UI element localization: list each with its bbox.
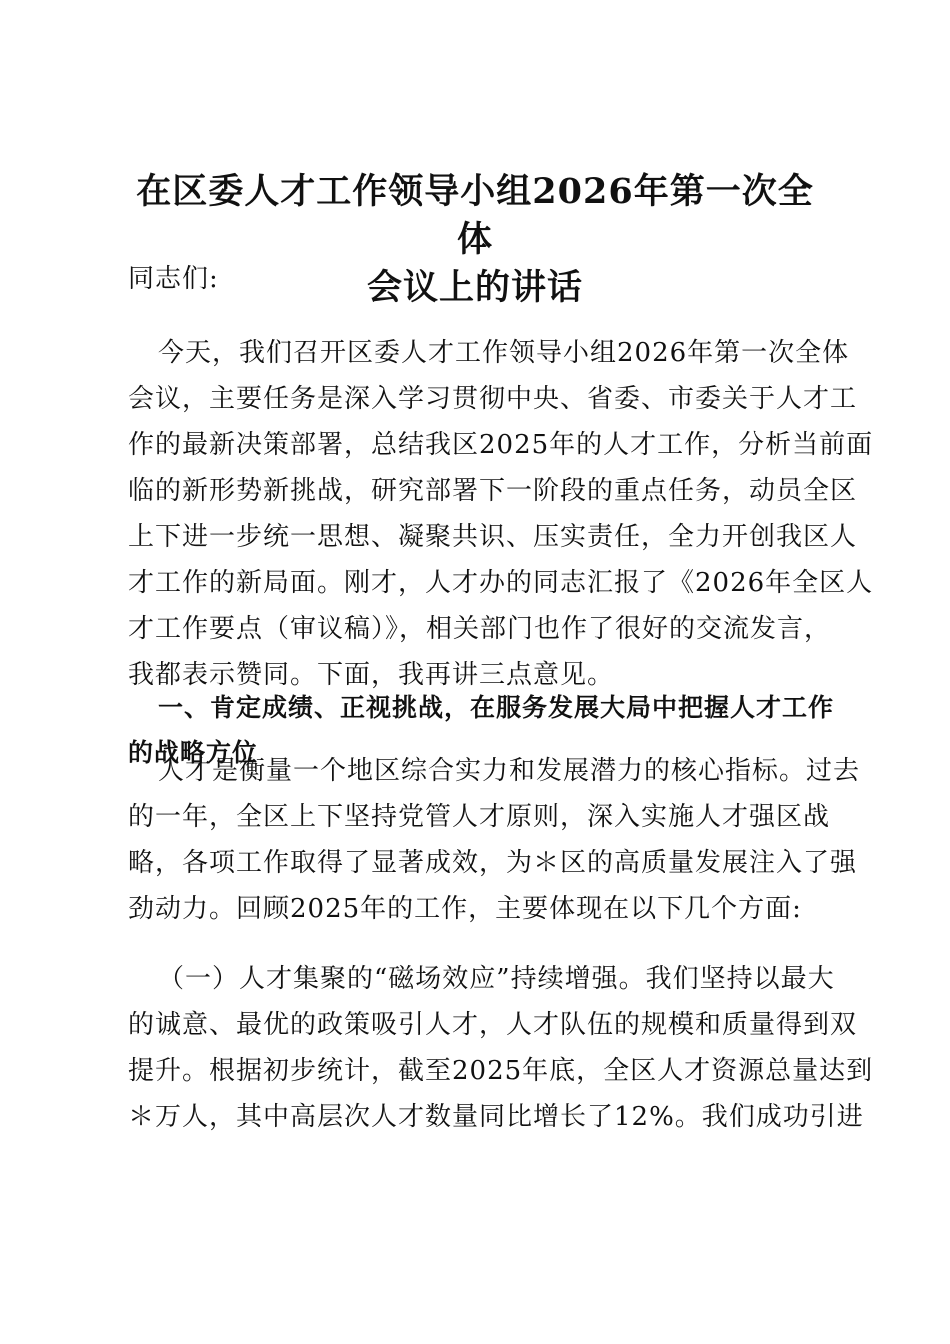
paragraph-line: 会议，主要任务是深入学习贯彻中央、省委、市委关于人才工: [128, 384, 858, 414]
paragraph-opening: [128, 330, 874, 698]
paragraph-line: （一）人才集聚的“磁场效应”持续增强。我们坚持以最大: [158, 964, 835, 994]
paragraph-line: 上下进一步统一思想、凝聚共识、压实责任，全力开创我区人: [128, 522, 858, 552]
salutation-text: 同志们:: [128, 264, 219, 294]
title-line-1: 在区委人才工作领导小组2026年第一次全体: [136, 171, 814, 260]
title-line-2: 会议上的讲话: [366, 267, 583, 308]
paragraph-line: 提升。根据初步统计，截至2025年底，全区人才资源总量达到: [128, 1056, 874, 1086]
paragraph-line: 临的新形势新挑战，研究部署下一阶段的重点任务，动员全区: [128, 476, 858, 506]
paragraph-line: 人才是衡量一个地区综合实力和发展潜力的核心指标。过去: [158, 756, 861, 786]
paragraph-line: 才工作的新局面。刚才，人才办的同志汇报了《2026年全区人: [128, 568, 874, 598]
paragraph-line: 今天，我们召开区委人才工作领导小组2026年第一次全体: [158, 338, 850, 368]
paragraph-line: 才工作要点（审议稿）》，相关部门也作了很好的交流发言，: [128, 614, 832, 644]
paragraph-line: 略，各项工作取得了显著成效，为＊区的高质量发展注入了强: [128, 848, 858, 878]
salutation: [128, 256, 828, 302]
paragraph-line: 的诚意、最优的政策吸引人才，人才队伍的规模和质量得到双: [128, 1010, 858, 1040]
paragraph-line: ＊万人，其中高层次人才数量同比增长了12%。我们成功引进: [128, 1102, 864, 1132]
paragraph-line: 劲动力。回顾2025年的工作，主要体现在以下几个方面:: [128, 894, 802, 924]
paragraph-line: 我都表示赞同。下面，我再讲三点意见。: [128, 660, 615, 690]
section-heading-line: 一、肯定成绩、正视挑战，在服务发展大局中把握人才工作: [158, 693, 835, 722]
paragraph-achievements: [128, 748, 861, 932]
section-heading-line: 的战略方位: [128, 738, 259, 767]
paragraph-talent-gathering: [128, 956, 874, 1140]
paragraph-line: 作的最新决策部署，总结我区2025年的人才工作，分析当前面: [128, 430, 874, 460]
paragraph-line: 的一年，全区上下坚持党管人才原则，深入实施人才强区战: [128, 802, 831, 832]
